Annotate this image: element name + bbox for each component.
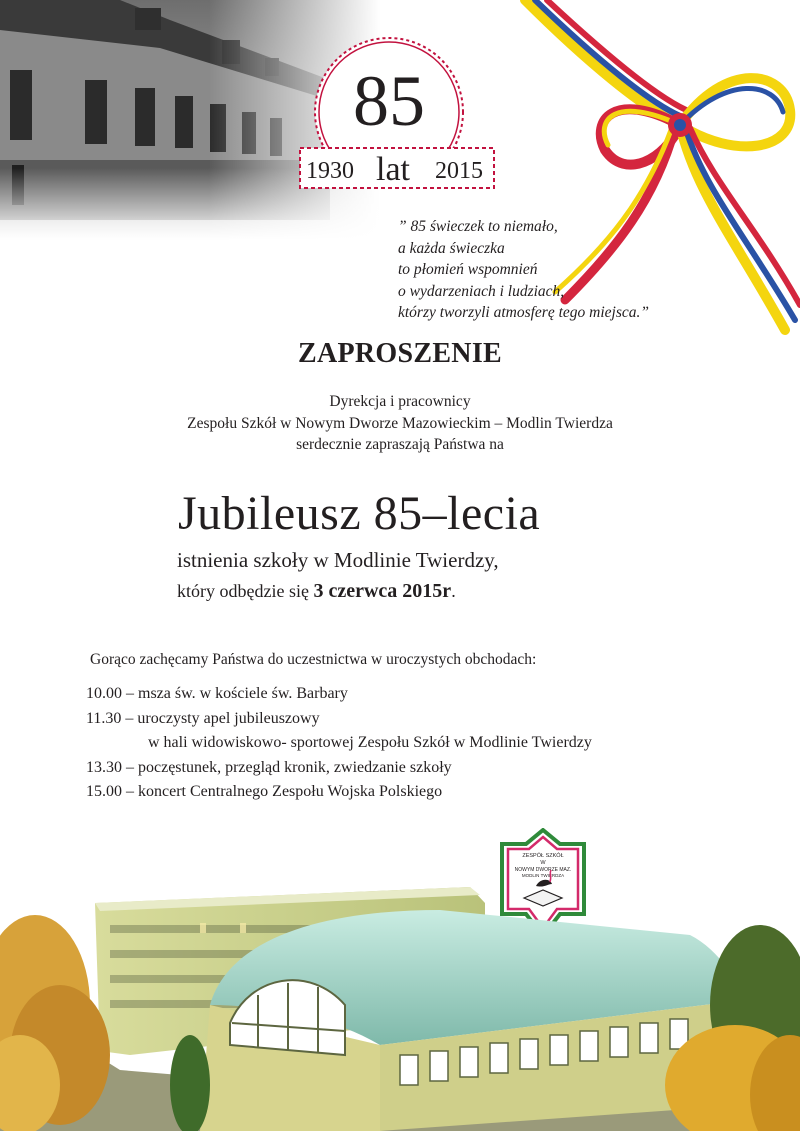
badge-word: lat [376,151,410,188]
quote-block [398,216,778,324]
jubilee-date: 3 czerwca 2015r [313,580,452,602]
badge-graphic [296,20,496,205]
jubilee-subtitle: istnienia szkoły w Modlinie Twierdzy, [177,548,499,572]
quote-line: którzy tworzyli atmosferę tego miejsca.” [398,304,649,321]
inviters-line: serdecznie zapraszają Państwa na [296,436,504,453]
inviters-line: Zespołu Szkół w Nowym Dworze Mazowieckim – Modlin Twierdza [187,414,613,432]
schedule-item: 15.00 – koncert Centralnego Zespołu Wojska Polskiego [86,783,443,800]
badge-number: 85 [353,61,425,141]
quote-line: ” 85 świeczek to niemało, [398,218,558,235]
crest-text-2: W [540,860,546,866]
anniversary-badge [296,20,496,205]
crest-text-1: ZESPÓŁ SZKÓŁ [522,853,564,859]
badge-start-year: 1930 [306,158,354,184]
jubilee-date-line [177,580,456,603]
crest-text-3: NOWYM DWORZE MAZ. [514,867,572,873]
schedule-item: 13.30 – poczęstunek, przegląd kronik, zwiedzanie szkoły [86,758,452,776]
inviters-line: Dyrekcja i pracownicy [329,393,471,410]
crest-text-4: MODLIN TWIERDZA [521,873,565,878]
program-schedule [86,682,592,805]
quote-line: o wydarzeniach i ludziach, [398,282,565,300]
jubilee-title: Jubileusz 85–lecia [178,487,541,540]
quote-line: a każda świeczka [398,239,505,257]
inviters-block [0,391,800,456]
schedule-item: 11.30 – uroczysty apel jubileuszowy [86,709,320,727]
program-intro: Gorąco zachęcamy Państwa do uczestnictwa w uroczystych obchodach: [90,651,537,668]
schedule-item: 10.00 – msza św. w kościele św. Barbary [86,685,348,702]
modern-school-photo [0,855,800,1131]
jubilee-date-prefix: który odbędzie się [177,581,309,601]
jubilee-date-suffix: . [451,581,456,601]
schedule-item-continuation: w hali widowiskowo- sportowej Zespołu Szkół w Modlinie Twierdzy [148,734,592,751]
quote-line: to płomień wspomnień [398,261,538,278]
badge-end-year: 2015 [435,158,483,184]
invitation-heading: ZAPROSZENIE [297,338,503,369]
